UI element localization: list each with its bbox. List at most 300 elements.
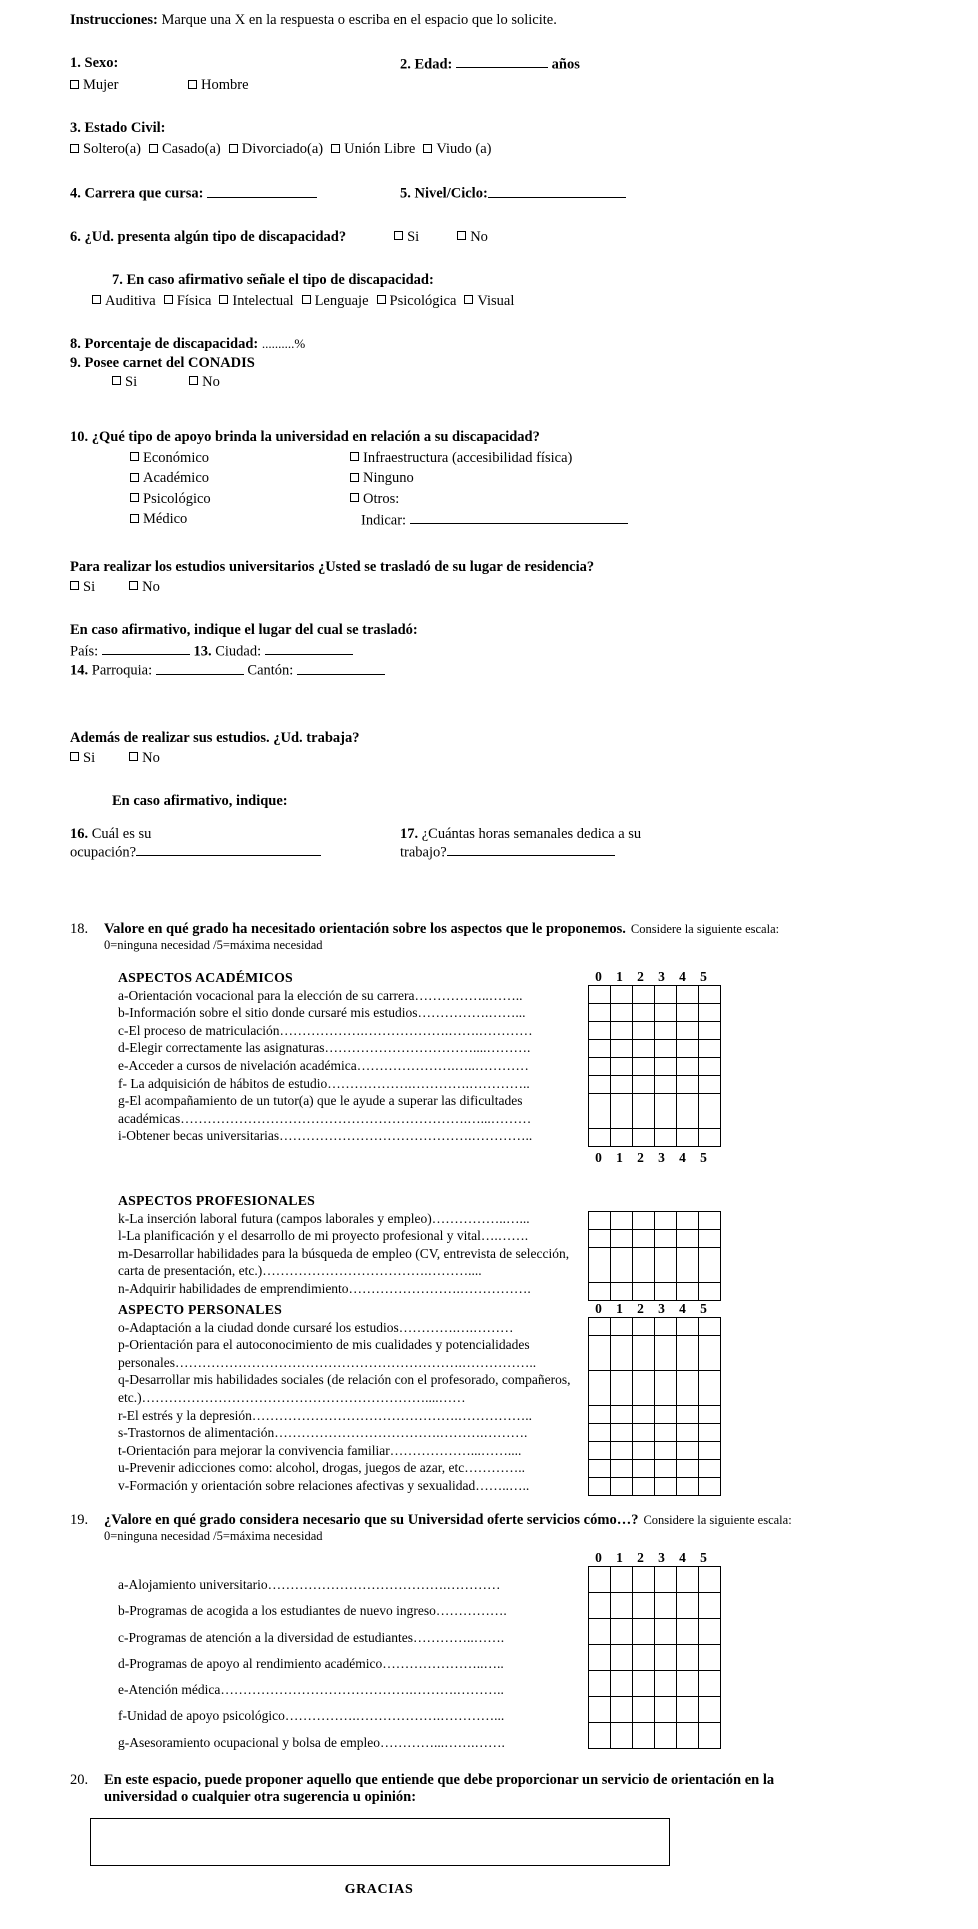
grid-cell[interactable] <box>699 1229 721 1247</box>
grid-cell[interactable] <box>699 1618 721 1644</box>
grid-cell[interactable] <box>677 1566 699 1592</box>
table-row[interactable] <box>589 1644 721 1670</box>
q6-option-no[interactable] <box>457 229 488 246</box>
grid-cell[interactable] <box>677 1423 699 1441</box>
grid-cell[interactable] <box>655 1021 677 1039</box>
grid-cell[interactable] <box>633 1644 655 1670</box>
grid-cell[interactable] <box>633 1247 655 1282</box>
grid-cell[interactable] <box>633 1670 655 1696</box>
table-row[interactable] <box>589 1618 721 1644</box>
table-row[interactable] <box>589 1093 721 1128</box>
table-row[interactable] <box>589 1057 721 1075</box>
grid-cell[interactable] <box>677 1477 699 1495</box>
list-item: e-Atención médica…………………………………….……….……….. <box>118 1682 504 1698</box>
grid-cell[interactable] <box>589 1441 611 1459</box>
checkbox-icon[interactable] <box>130 452 139 461</box>
q9-option-si[interactable] <box>112 374 137 391</box>
q19-grid[interactable] <box>588 1566 721 1749</box>
grid-cell[interactable] <box>655 1335 677 1370</box>
q19-number: 19. <box>70 1511 89 1528</box>
q3-option-soltero[interactable] <box>70 141 141 158</box>
q15-option-si[interactable] <box>70 750 95 767</box>
grid-cell[interactable] <box>655 1128 677 1146</box>
q20-line1: En este espacio, puede proponer aquello que entiende que debe proporcionar un servicio de orientación en la <box>104 1772 775 1789</box>
q10-indicar-blank[interactable] <box>410 511 628 524</box>
grid-cell[interactable] <box>677 1670 699 1696</box>
scale-number: 1 <box>616 1549 623 1565</box>
grid-cell[interactable] <box>655 1247 677 1282</box>
grid-cell[interactable] <box>589 1670 611 1696</box>
table-row[interactable] <box>589 1003 721 1021</box>
checkbox-icon[interactable] <box>129 581 138 590</box>
q7-option-psicologica[interactable] <box>377 293 457 310</box>
grid-cell[interactable] <box>633 1229 655 1247</box>
q3-option-viudo[interactable] <box>423 141 491 158</box>
q7-option-lenguaje[interactable] <box>302 293 369 310</box>
grid-cell[interactable] <box>633 1335 655 1370</box>
q11-label: Para realizar los estudios universitarios ¿Usted se trasladó de su lugar de residencia? <box>70 558 595 575</box>
checkbox-icon[interactable] <box>350 452 359 461</box>
grid-cell[interactable] <box>633 1722 655 1748</box>
grid-cell[interactable] <box>611 1566 633 1592</box>
grid-cell[interactable] <box>677 1021 699 1039</box>
q18-academicos-grid[interactable] <box>588 985 721 1147</box>
q7-label: 7. En caso afirmativo señale el tipo de discapacidad: <box>112 271 434 288</box>
grid-cell[interactable] <box>633 1405 655 1423</box>
checkbox-icon[interactable] <box>130 514 139 523</box>
grid-cell[interactable] <box>589 1592 611 1618</box>
grid-cell[interactable] <box>677 1317 699 1335</box>
checkbox-icon[interactable] <box>189 376 198 385</box>
table-row[interactable] <box>589 1039 721 1057</box>
checkbox-icon[interactable] <box>130 493 139 502</box>
grid-cell[interactable] <box>589 1644 611 1670</box>
grid-cell[interactable] <box>699 1405 721 1423</box>
grid-cell[interactable] <box>699 1247 721 1282</box>
grid-cell[interactable] <box>589 1039 611 1057</box>
grid-cell[interactable] <box>633 1317 655 1335</box>
grid-cell[interactable] <box>633 1282 655 1300</box>
grid-cell[interactable] <box>611 1211 633 1229</box>
grid-cell[interactable] <box>633 1093 655 1128</box>
grid-cell[interactable] <box>655 1644 677 1670</box>
grid-cell[interactable] <box>699 1075 721 1093</box>
q14-canton-blank[interactable] <box>297 661 385 674</box>
q1-option-hombre[interactable] <box>188 77 249 94</box>
grid-cell[interactable] <box>699 1696 721 1722</box>
table-row[interactable] <box>589 1211 721 1229</box>
grid-cell[interactable] <box>589 1247 611 1282</box>
grid-cell[interactable] <box>633 1211 655 1229</box>
q7-option-auditiva[interactable] <box>92 293 156 310</box>
checkbox-icon[interactable] <box>70 80 79 89</box>
grid-cell[interactable] <box>699 1021 721 1039</box>
table-row[interactable] <box>589 1592 721 1618</box>
grid-cell[interactable] <box>655 1039 677 1057</box>
grid-cell[interactable] <box>611 1441 633 1459</box>
grid-cell[interactable] <box>677 1618 699 1644</box>
grid-cell[interactable] <box>611 1039 633 1057</box>
grid-cell[interactable] <box>677 1128 699 1146</box>
table-row[interactable] <box>589 1566 721 1592</box>
checkbox-icon[interactable] <box>229 144 238 153</box>
grid-cell[interactable] <box>589 985 611 1003</box>
checkbox-icon[interactable] <box>302 295 311 304</box>
checkbox-icon[interactable] <box>188 80 197 89</box>
grid-cell[interactable] <box>589 1093 611 1128</box>
q20-answer-box[interactable] <box>90 1818 670 1866</box>
grid-cell[interactable] <box>699 1644 721 1670</box>
grid-cell[interactable] <box>633 1057 655 1075</box>
grid-cell[interactable] <box>633 1021 655 1039</box>
grid-cell[interactable] <box>655 1229 677 1247</box>
q10-option-otros[interactable] <box>350 491 750 508</box>
checkbox-icon[interactable] <box>394 231 403 240</box>
q7-option-visual-label: Visual <box>477 292 515 309</box>
q18-profesionales-grid[interactable] <box>588 1211 721 1301</box>
grid-cell[interactable] <box>611 1247 633 1282</box>
grid-cell[interactable] <box>611 1003 633 1021</box>
grid-cell[interactable] <box>699 1039 721 1057</box>
q12-pais-blank[interactable] <box>102 642 190 655</box>
grid-cell[interactable] <box>699 1423 721 1441</box>
grid-cell[interactable] <box>633 1423 655 1441</box>
grid-cell[interactable] <box>589 1075 611 1093</box>
grid-cell[interactable] <box>655 1282 677 1300</box>
checkbox-icon[interactable] <box>130 473 139 482</box>
checkbox-icon[interactable] <box>377 295 386 304</box>
table-row[interactable] <box>589 1335 721 1370</box>
table-row[interactable] <box>589 1128 721 1146</box>
grid-cell[interactable] <box>611 1021 633 1039</box>
grid-cell[interactable] <box>611 1592 633 1618</box>
grid-cell[interactable] <box>699 1670 721 1696</box>
checkbox-icon[interactable] <box>112 376 121 385</box>
table-row[interactable] <box>589 985 721 1003</box>
grid-cell[interactable] <box>633 1566 655 1592</box>
grid-cell[interactable] <box>633 1003 655 1021</box>
grid-cell[interactable] <box>699 1211 721 1229</box>
grid-cell[interactable] <box>677 1039 699 1057</box>
grid-cell[interactable] <box>611 1722 633 1748</box>
checkbox-icon[interactable] <box>129 752 138 761</box>
q2-age-blank[interactable] <box>456 55 548 68</box>
grid-cell[interactable] <box>677 1335 699 1370</box>
grid-cell[interactable] <box>699 1441 721 1459</box>
grid-cell[interactable] <box>699 1317 721 1335</box>
grid-cell[interactable] <box>589 1696 611 1722</box>
grid-cell[interactable] <box>633 1039 655 1057</box>
table-row[interactable] <box>589 1459 721 1477</box>
grid-cell[interactable] <box>655 1317 677 1335</box>
checkbox-icon[interactable] <box>331 144 340 153</box>
grid-cell[interactable] <box>677 1459 699 1477</box>
q1-label: 1. Sexo: <box>70 55 119 71</box>
q11-option-no-label: No <box>142 578 160 595</box>
grid-cell[interactable] <box>699 1566 721 1592</box>
scale-number: 4 <box>679 1300 686 1316</box>
table-row[interactable] <box>589 1282 721 1300</box>
grid-cell[interactable] <box>611 985 633 1003</box>
grid-cell[interactable] <box>655 1075 677 1093</box>
grid-cell[interactable] <box>677 1003 699 1021</box>
q4-blank[interactable] <box>207 184 317 197</box>
grid-cell[interactable] <box>633 985 655 1003</box>
list-item: f-Unidad de apoyo psicológico…………….……………….…………... <box>118 1708 505 1724</box>
q15-option-no[interactable] <box>129 750 160 767</box>
q14-parroquia-canton-row <box>70 661 910 679</box>
grid-cell[interactable] <box>611 1423 633 1441</box>
grid-cell[interactable] <box>699 1459 721 1477</box>
q17-blank[interactable] <box>447 843 615 856</box>
grid-cell[interactable] <box>611 1317 633 1335</box>
grid-cell[interactable] <box>611 1370 633 1405</box>
grid-cell[interactable] <box>677 1592 699 1618</box>
grid-cell[interactable] <box>677 1211 699 1229</box>
grid-cell[interactable] <box>655 1370 677 1405</box>
table-row[interactable] <box>589 1696 721 1722</box>
q12-label: En caso afirmativo, indique el lugar del cual se trasladó: <box>70 621 418 638</box>
q10-right-column <box>350 450 750 533</box>
grid-cell[interactable] <box>655 1618 677 1644</box>
grid-cell[interactable] <box>633 1459 655 1477</box>
checkbox-icon[interactable] <box>70 752 79 761</box>
scale-number: 5 <box>700 1549 707 1565</box>
grid-cell[interactable] <box>589 1317 611 1335</box>
grid-cell[interactable] <box>611 1057 633 1075</box>
grid-cell[interactable] <box>655 1722 677 1748</box>
grid-cell[interactable] <box>611 1670 633 1696</box>
grid-cell[interactable] <box>655 1592 677 1618</box>
q9-option-si-label: Si <box>125 373 138 390</box>
checkbox-icon[interactable] <box>457 231 466 240</box>
list-item: n-Adquirir habilidades de emprendimiento…………………….……………. <box>118 1280 531 1296</box>
grid-cell[interactable] <box>589 1405 611 1423</box>
q16-number: 16. <box>70 825 89 842</box>
q14-parroquia-blank[interactable] <box>156 661 244 674</box>
checkbox-icon[interactable] <box>350 473 359 482</box>
grid-cell[interactable] <box>611 1075 633 1093</box>
q1-option-mujer[interactable] <box>70 77 118 94</box>
grid-cell[interactable] <box>611 1405 633 1423</box>
grid-cell[interactable] <box>589 1566 611 1592</box>
checkbox-icon[interactable] <box>219 295 228 304</box>
q5-blank[interactable] <box>488 184 626 197</box>
q10-option-medico[interactable] <box>130 511 350 528</box>
checkbox-icon[interactable] <box>70 581 79 590</box>
grid-cell[interactable] <box>611 1335 633 1370</box>
grid-cell[interactable] <box>677 1075 699 1093</box>
checkbox-icon[interactable] <box>423 144 432 153</box>
grid-cell[interactable] <box>677 1229 699 1247</box>
q13-ciudad-blank[interactable] <box>265 642 353 655</box>
grid-cell[interactable] <box>589 1370 611 1405</box>
q19-scale-legend: 0=ninguna necesidad /5=máxima necesidad <box>104 1528 323 1543</box>
grid-cell[interactable] <box>611 1696 633 1722</box>
grid-cell[interactable] <box>589 1003 611 1021</box>
checkbox-icon[interactable] <box>464 295 473 304</box>
grid-cell[interactable] <box>589 1477 611 1495</box>
q18-personales-grid[interactable] <box>588 1317 721 1496</box>
grid-cell[interactable] <box>633 1441 655 1459</box>
grid-cell[interactable] <box>677 1644 699 1670</box>
grid-cell[interactable] <box>655 1093 677 1128</box>
grid-cell[interactable] <box>655 1477 677 1495</box>
q3-option-divorciado[interactable] <box>229 141 323 158</box>
table-row[interactable] <box>589 1021 721 1039</box>
grid-cell[interactable] <box>589 1618 611 1644</box>
q7-option-visual[interactable] <box>464 293 514 310</box>
q19-header-numbers <box>588 1550 721 1566</box>
grid-cell[interactable] <box>611 1093 633 1128</box>
grid-cell[interactable] <box>655 1696 677 1722</box>
grid-cell[interactable] <box>699 1282 721 1300</box>
q8-value[interactable]: ..........% <box>261 335 306 351</box>
scale-number: 3 <box>658 1300 665 1316</box>
table-row[interactable] <box>589 1229 721 1247</box>
grid-cell[interactable] <box>655 1057 677 1075</box>
q7-option-psicologica-label: Psicológica <box>389 292 457 309</box>
grid-cell[interactable] <box>611 1459 633 1477</box>
table-row[interactable] <box>589 1670 721 1696</box>
table-row[interactable] <box>589 1317 721 1335</box>
grid-cell[interactable] <box>633 1696 655 1722</box>
grid-cell[interactable] <box>699 1477 721 1495</box>
grid-cell[interactable] <box>655 1423 677 1441</box>
grid-cell[interactable] <box>611 1128 633 1146</box>
grid-cell[interactable] <box>589 1423 611 1441</box>
grid-cell[interactable] <box>677 1057 699 1075</box>
grid-cell[interactable] <box>677 1282 699 1300</box>
list-item: q-Desarrollar mis habilidades sociales (de relación con el profesorado, compañeros, etc.)………………………………………………………....…… <box>118 1372 571 1405</box>
grid-cell[interactable] <box>633 1128 655 1146</box>
checkbox-icon[interactable] <box>70 144 79 153</box>
grid-cell[interactable] <box>655 1566 677 1592</box>
scale-number: 3 <box>658 1549 665 1565</box>
grid-cell[interactable] <box>699 985 721 1003</box>
grid-cell[interactable] <box>611 1229 633 1247</box>
grid-cell[interactable] <box>633 1477 655 1495</box>
q10-option-ninguno[interactable] <box>350 470 750 487</box>
grid-cell[interactable] <box>699 1592 721 1618</box>
table-row[interactable] <box>589 1405 721 1423</box>
grid-cell[interactable] <box>611 1644 633 1670</box>
grid-cell[interactable] <box>699 1003 721 1021</box>
grid-cell[interactable] <box>677 1370 699 1405</box>
grid-cell[interactable] <box>611 1477 633 1495</box>
scale-number: 2 <box>637 968 644 984</box>
q3-option-casado[interactable] <box>149 141 221 158</box>
grid-cell[interactable] <box>699 1335 721 1370</box>
list-item: d-Elegir correctamente las asignaturas……………………………....………. <box>118 1040 531 1056</box>
grid-cell[interactable] <box>655 1670 677 1696</box>
grid-cell[interactable] <box>677 1441 699 1459</box>
grid-cell[interactable] <box>633 1592 655 1618</box>
table-row[interactable] <box>589 1441 721 1459</box>
q11-option-si[interactable] <box>70 579 95 596</box>
grid-cell[interactable] <box>655 1003 677 1021</box>
grid-cell[interactable] <box>655 1459 677 1477</box>
grid-cell[interactable] <box>655 985 677 1003</box>
q1-q2-row <box>70 55 910 73</box>
grid-cell[interactable] <box>699 1370 721 1405</box>
grid-cell[interactable] <box>633 1618 655 1644</box>
grid-cell[interactable] <box>677 1093 699 1128</box>
grid-cell[interactable] <box>677 1722 699 1748</box>
list-item: d-Programas de apoyo al rendimiento académico…………………..….. <box>118 1655 504 1671</box>
grid-cell[interactable] <box>589 1282 611 1300</box>
checkbox-icon[interactable] <box>350 493 359 502</box>
q1-option-mujer-label: Mujer <box>83 77 119 94</box>
q10-option-academico[interactable] <box>130 470 350 487</box>
grid-cell[interactable] <box>655 1211 677 1229</box>
table-row[interactable] <box>589 1423 721 1441</box>
grid-cell[interactable] <box>699 1093 721 1128</box>
q10-option-medico-label: Médico <box>143 511 188 528</box>
grid-cell[interactable] <box>677 1405 699 1423</box>
grid-cell[interactable] <box>677 1247 699 1282</box>
list-item: s-Trastornos de alimentación……………………………….……….………. <box>118 1425 528 1441</box>
table-row[interactable] <box>589 1075 721 1093</box>
table-row[interactable] <box>589 1370 721 1405</box>
table-row[interactable] <box>589 1477 721 1495</box>
checkbox-icon[interactable] <box>149 144 158 153</box>
q6-option-si[interactable] <box>394 229 419 246</box>
q19-header <box>70 1512 910 1544</box>
grid-cell[interactable] <box>655 1405 677 1423</box>
q7-option-fisica[interactable] <box>164 293 212 310</box>
q2-row <box>400 55 580 73</box>
grid-cell[interactable] <box>589 1057 611 1075</box>
grid-cell[interactable] <box>633 1075 655 1093</box>
q11-option-no[interactable] <box>129 579 160 596</box>
q7-option-intelectual[interactable] <box>219 293 293 310</box>
grid-cell[interactable] <box>589 1335 611 1370</box>
grid-cell[interactable] <box>611 1618 633 1644</box>
scale-number: 5 <box>700 1149 707 1165</box>
grid-cell[interactable] <box>655 1441 677 1459</box>
q10-option-infraestructura[interactable] <box>350 450 750 467</box>
grid-cell[interactable] <box>699 1128 721 1146</box>
grid-cell[interactable] <box>589 1128 611 1146</box>
grid-cell[interactable] <box>589 1459 611 1477</box>
grid-cell[interactable] <box>589 1021 611 1039</box>
grid-cell[interactable] <box>589 1229 611 1247</box>
q7-option-intelectual-label: Intelectual <box>232 292 294 309</box>
checkbox-icon[interactable] <box>92 295 101 304</box>
table-row[interactable] <box>589 1247 721 1282</box>
table-row[interactable] <box>589 1722 721 1748</box>
q9-option-no-label: No <box>202 373 220 390</box>
q9-option-no[interactable] <box>189 374 220 391</box>
grid-cell[interactable] <box>611 1282 633 1300</box>
q19-title: ¿Valore en qué grado considera necesario que su Universidad oferte servicios cómo…? <box>104 1511 639 1528</box>
grid-cell[interactable] <box>589 1722 611 1748</box>
grid-cell[interactable] <box>699 1057 721 1075</box>
checkbox-icon[interactable] <box>164 295 173 304</box>
q18-academicos-header-numbers <box>588 969 721 985</box>
q10-option-psicologico[interactable] <box>130 491 350 508</box>
q3-option-union-libre[interactable] <box>331 141 415 158</box>
grid-cell[interactable] <box>633 1370 655 1405</box>
q10-option-economico[interactable] <box>130 450 350 467</box>
q7-option-lenguaje-label: Lenguaje <box>314 292 369 309</box>
q16-blank[interactable] <box>136 843 321 856</box>
grid-cell[interactable] <box>589 1211 611 1229</box>
grid-cell[interactable] <box>677 985 699 1003</box>
grid-cell[interactable] <box>677 1696 699 1722</box>
grid-cell[interactable] <box>699 1722 721 1748</box>
